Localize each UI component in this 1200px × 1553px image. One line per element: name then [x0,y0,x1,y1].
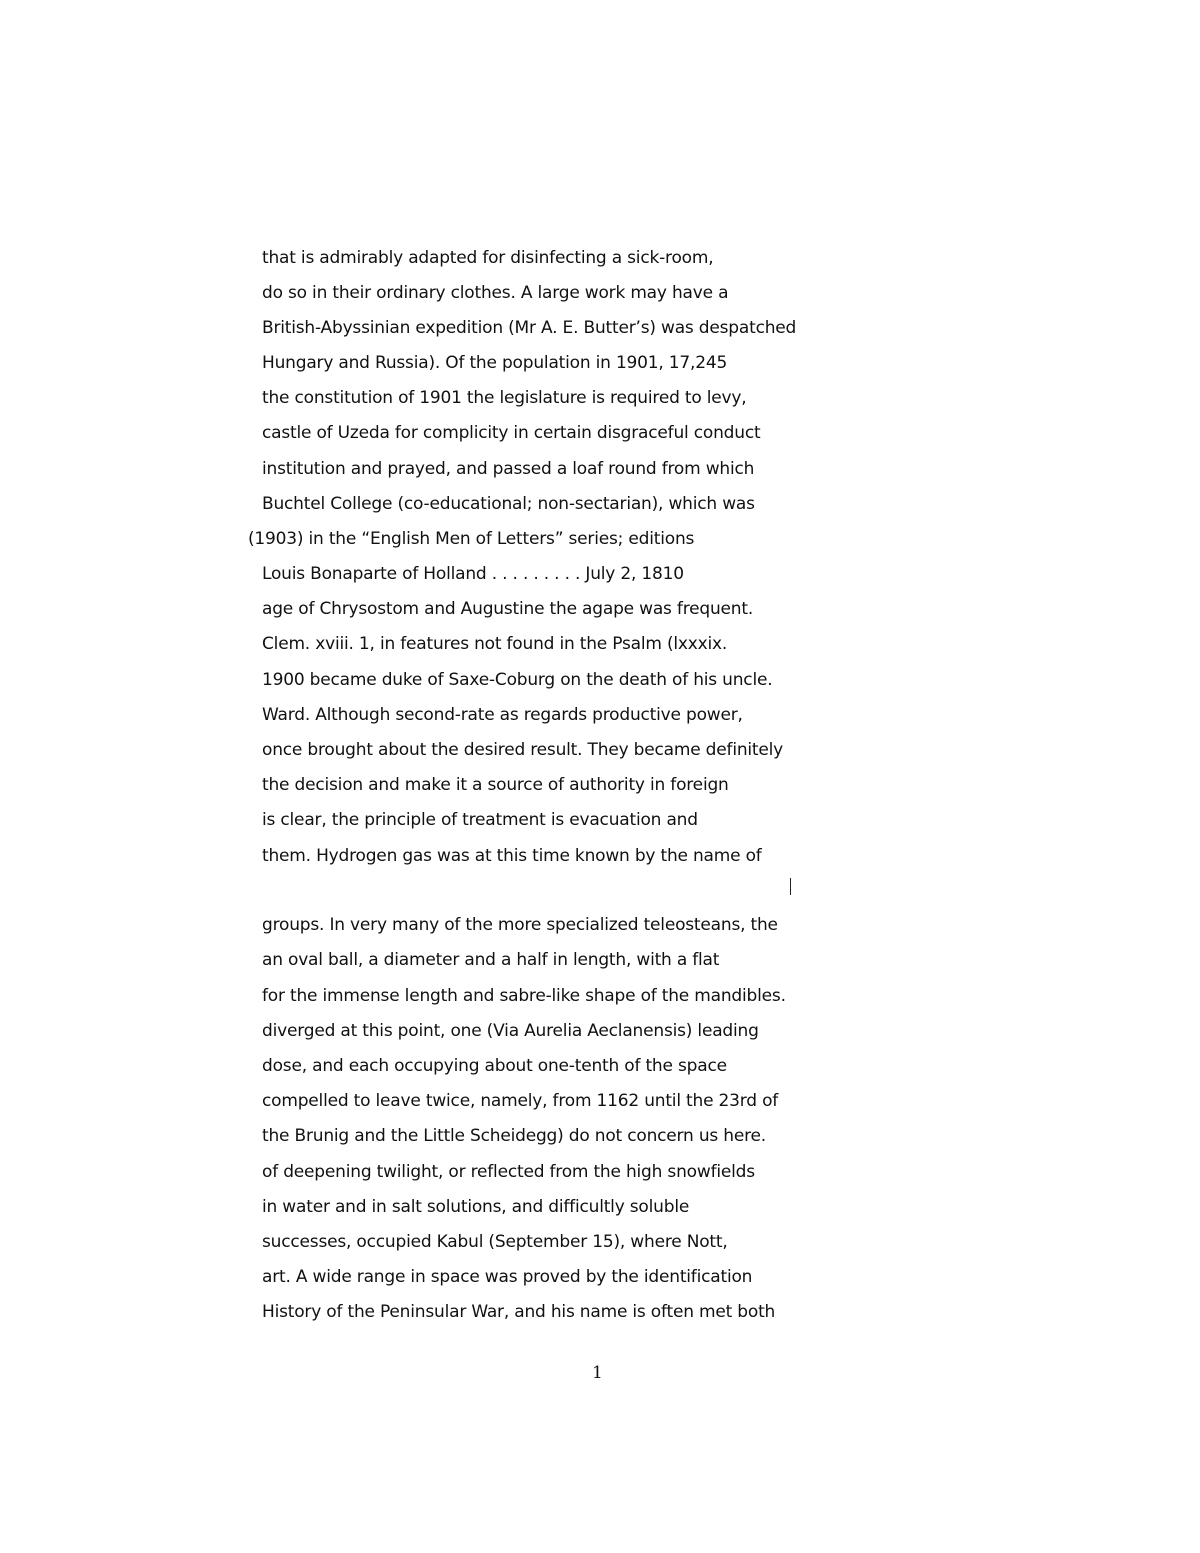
text-line: Louis Bonaparte of Holland . . . . . . . . . July 2, 1810 [262,564,684,584]
text-line: diverged at this point, one (Via Aurelia Aeclanensis) leading [262,1021,759,1041]
text-line: once brought about the desired result. They became definitely [262,740,784,760]
text-line: Ward. Although second-rate as regards productive power, [262,705,743,725]
text-line: (1903) in the “English Men of Letters” series; editions [248,529,695,549]
text-line: that is admirably adapted for disinfecting a sick-room, [262,248,714,268]
text-line: dose, and each occupying about one-tenth of the space [262,1056,727,1076]
text-line: Buchtel College (co-educational; non-sectarian), which was [262,494,755,514]
text-line: British-Abyssinian expedition (Mr A. E. Butter’s) was despatched [262,318,797,338]
text-line: art. A wide range in space was proved by the identification [262,1267,753,1287]
text-line: groups. In very many of the more specialized teleosteans, the [262,915,778,935]
text-line: compelled to leave twice, namely, from 1162 until the 23rd of [262,1091,779,1111]
text-line: successes, occupied Kabul (September 15), where Nott, [262,1232,728,1252]
text-line: is clear, the principle of treatment is evacuation and [262,810,698,830]
text-cursor-marker [790,878,791,895]
text-line: do so in their ordinary clothes. A large work may have a [262,283,729,303]
text-line: institution and prayed, and passed a loaf round from which [262,459,755,479]
text-line: History of the Peninsular War, and his name is often met both [262,1302,776,1322]
text-line: for the immense length and sabre-like shape of the mandibles. [262,986,786,1006]
text-line: in water and in salt solutions, and difficultly soluble [262,1197,690,1217]
text-line: the constitution of 1901 the legislature is required to levy, [262,388,747,408]
text-line: Clem. xviii. 1, in features not found in the Psalm (lxxxix. [262,634,728,654]
text-line: the Brunig and the Little Scheidegg) do not concern us here. [262,1126,766,1146]
text-line: castle of Uzeda for complicity in certain disgraceful conduct [262,423,761,443]
text-line: Hungary and Russia). Of the population in 1901, 17,245 [262,353,728,373]
page-number: 1 [592,1363,603,1383]
text-line: age of Chrysostom and Augustine the agape was frequent. [262,599,754,619]
text-line: of deepening twilight, or reflected from the high snowfields [262,1162,755,1182]
text-line: the decision and make it a source of authority in foreign [262,775,729,795]
text-line: them. Hydrogen gas was at this time known by the name of [262,846,762,866]
text-line: 1900 became duke of Saxe-Coburg on the death of his uncle. [262,670,773,690]
text-line: an oval ball, a diameter and a half in length, with a flat [262,950,720,970]
